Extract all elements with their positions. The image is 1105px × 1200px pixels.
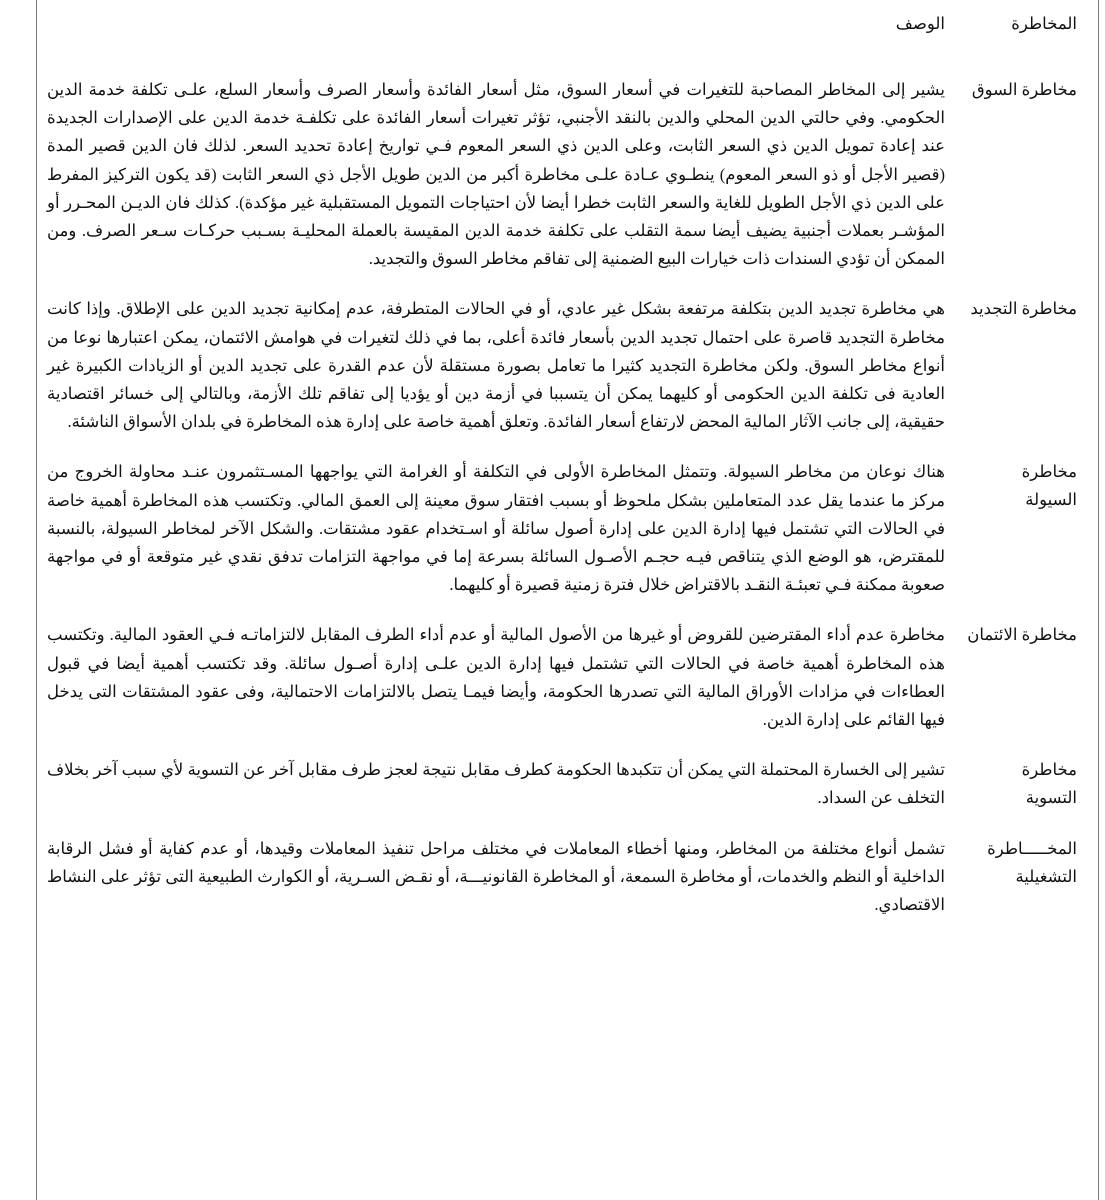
risk-description-market: يشير إلى المخاطر المصاحبة للتغيرات في أسعار السوق، مثل أسعار الفائدة وأسعار الصرف وأسعار السلع، علـى تكلفة خدمة الدين الحكومي. وفي حالتي الدين المحلي والدين بالنقد الأجنبي، تؤثر تغيرات أسعار الفائدة على تكلفـة خدمة الدين على الإصدارات الجديدة عند إعادة تمويل الدين ذي السعر الثابت، وعلى الدين ذي السعر المعوم فـي تواريخ إعادة تحديد السعر. لذلك فان الدين قصير المدة (قصير الأجل أو ذو السعر المعوم) ينطـوي عـادة علـى مخاطرة أكبر من الدين طويل الأجل ذي السعر الثابت (قد يكون التركيز المفرط على الدين ذي الأجل الطويل للغاية والسعر الثابت خطرا أيضا لأن احتياجات التمويل المستقبلية غير مؤكدة). كذلك فان الديـن المحـرر أو المؤشـر بعملات أجنبية يضيف أيضا سمة التقلب على تكلفة خدمة الدين المقيسة بالعملة المحليـة بسـبب حركـات سـعر الصرف. ومن الممكن أن تؤدي السندات ذات خيارات البيع الضمنية إلى تفاقم مخاطر السوق والتجديد. <box>47 80 945 269</box>
table-row-credit-risk <box>47 615 1077 750</box>
risk-name-operational: المخـــــاطرة التشغيلية <box>987 838 1077 886</box>
risk-description-settlement: تشير إلى الخسارة المحتملة التي يمكن أن تتكبدها الحكومة كطرف مقابل نتيجة لعجز طرف مقابل آخر عن التسوية لأي سبب آخر بخلاف التخلف عن السداد. <box>47 760 945 808</box>
risk-name-credit: مخاطرة الائتمان <box>967 625 1077 645</box>
risk-description-operational: تشمل أنواع مختلفة من المخاطر، ومنها أخطاء المعاملات في مختلف مراحل تنفيذ المعاملات وقيدها، أو عدم كفاية أو فشل الرقابة الداخلية أو النظم والخدمات، أو مخاطرة السمعة، أو المخاطرة القانونيـــة، أو نقـض السـرية، أو الكوارث الطبيعية التى تؤثر على النشاط الاقتصادي. <box>47 838 945 915</box>
risk-description-liquidity: هناك نوعان من مخاطر السيولة. وتتمثل المخاطرة الأولى في التكلفة أو الغرامة التي يواجهها المسـتثمرون عنـد محاولة الخروج من مركز ما عندما يقل عدد المتعاملين بشكل ملحوظ أو بسبب افتقار سوق معينة إلى العمق المالي. وتكتسب هذه المخاطرة أهمية خاصة في الحالات التي تشتمل فيها إدارة الدين على إدارة أصول سائلة أو اسـتخدام عقود مشتقات. والشكل الآخر لمخاطر السيولة، بالنسبة للمقترض، هو الوضع الذي يتناقص فيـه حجـم الأصـول السائلة بسرعة إما في مواجهة التزامات تدفق نقدي غير متوقعة أو في مواجهة صعوبة ممكنة فـي تعبئـة النقـد بالاقتراض خلال فترة زمنية قصيرة أو كليهما. <box>47 462 945 595</box>
table-row-operational-risk <box>47 829 1077 936</box>
risk-name-settlement: مخاطرة التسوية <box>1021 760 1077 808</box>
risk-name-market: مخاطرة السوق <box>971 80 1077 99</box>
table-row-rollover-risk <box>47 289 1077 452</box>
table-row-market-risk <box>47 70 1077 289</box>
table-row-liquidity-risk <box>47 452 1077 615</box>
table-header-row <box>47 6 1077 70</box>
risk-name-liquidity: مخاطرة السيولة <box>1021 462 1077 510</box>
risk-description-rollover: هي مخاطرة تجديد الدين بتكلفة مرتفعة بشكل غير عادي، أو في الحالات المتطرفة، عدم إمكانية تجديد الدين على الإطلاق. وإذا كانت مخاطرة التجديد قاصرة على احتمال تجديد الدين بأسعار فائدة أعلى، بما في ذلك لتغيرات في هوامش الائتمان، يمكن اعتبارها نوعا من أنواع مخاطر السوق. ولكن مخاطرة التجديد كثيرا ما تعامل بصورة مستقلة لأن عدم القدرة على تجديد الدين أو الزيادات الكبيرة غير العادية فى تكلفة الدين الحكومى أو كليهما يمكن أن يتسببا في أزمة دين أو يؤديا إلى تفاقم تلك الأزمة، وبالتالي إلى خسائر اقتصادية حقيقية، إلى جانب الآثار المالية المحض لارتفاع أسعار الفائدة. وتعلق أهمية خاصة على إدارة هذه المخاطرة في بلدان الأسواق الناشئة. <box>47 299 945 432</box>
risk-name-rollover: مخاطرة التجديد <box>970 299 1077 319</box>
header-risk: المخاطرة <box>1011 14 1077 33</box>
table-row-settlement-risk <box>47 750 1077 828</box>
header-description: الوصف <box>895 14 945 33</box>
risk-table <box>47 6 1077 935</box>
risk-description-credit: مخاطرة عدم أداء المقترضين للقروض أو غيرها من الأصول المالية أو عدم أداء الطرف المقابل لالتزاماتـه فـي العقود المالية. وتكتسب هذه المخاطرة أهمية خاصة في الحالات التي تشتمل فيها إدارة الدين علـى إدارة أصـول سائلة. وقد تكتسب أهمية أيضا في قبول العطاءات في مزادات الأوراق المالية التي تصدرها الحكومة، وأيضا فيمـا يتصل بالالتزامات الاحتمالية، وفى عقود المشتقات التى يدخل فيها القائم على إدارة الدين. <box>47 625 945 730</box>
